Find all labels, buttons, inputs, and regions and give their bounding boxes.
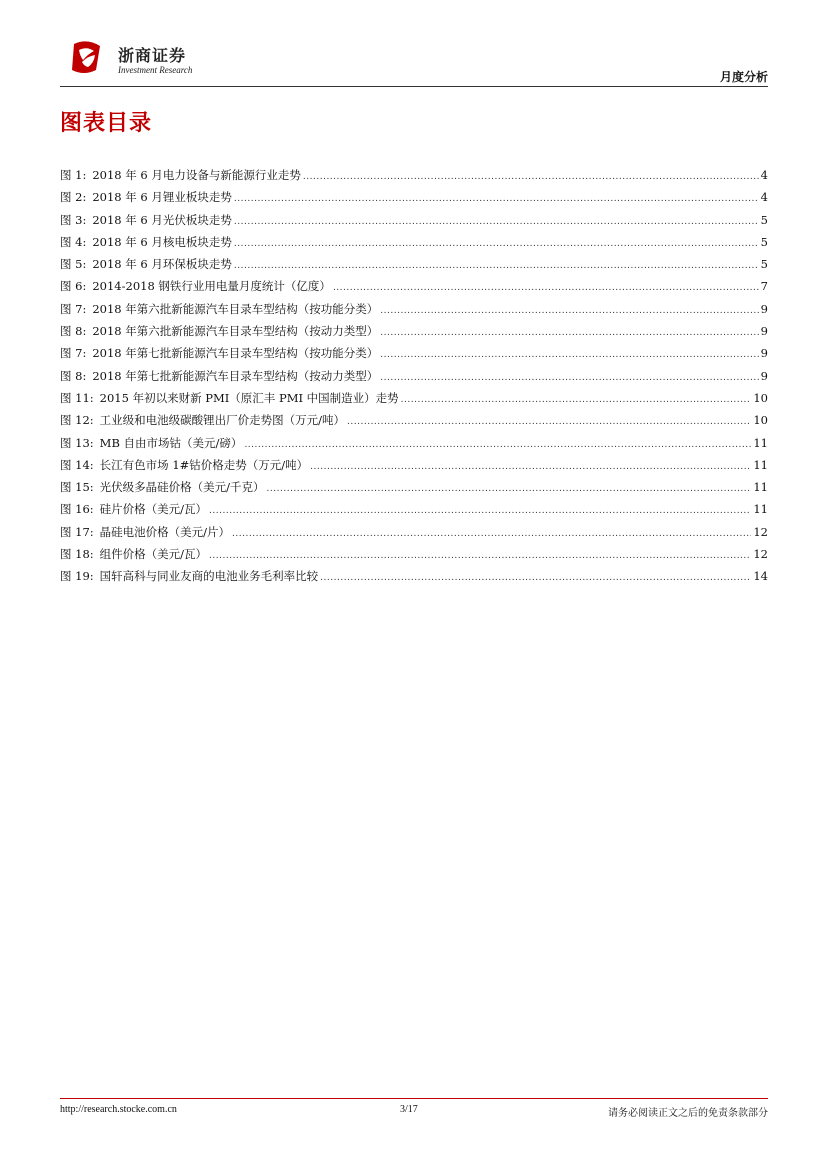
toc-entry-number: 图 19: (60, 569, 94, 584)
toc-entry-page: 12 (753, 547, 768, 562)
toc-entry-title: MB 自由市场钴（美元/磅） (99, 435, 243, 450)
toc-entry[interactable] (60, 476, 768, 498)
toc-entry-number: 图 4: (60, 234, 87, 249)
toc-entry-number: 图 12: (60, 413, 94, 428)
toc-entry-page: 5 (760, 257, 768, 272)
toc-entry-number: 图 18: (60, 547, 94, 562)
footer-url-link[interactable]: http://research.stocke.com.cn (60, 1104, 177, 1115)
dot-leader (232, 523, 751, 545)
toc-entry[interactable] (60, 543, 768, 565)
toc-entry-number: 图 11: (60, 390, 94, 405)
toc-entry[interactable] (60, 275, 768, 297)
toc-entry-page: 10 (753, 413, 768, 428)
report-type-label: 月度分析 (719, 70, 768, 84)
dot-leader (267, 478, 752, 500)
toc-entry-number: 图 15: (60, 480, 94, 495)
company-logo-icon (68, 40, 106, 76)
toc-entry-number: 图 17: (60, 524, 94, 539)
dot-leader (380, 300, 758, 322)
toc-entry[interactable] (60, 365, 768, 387)
toc-entry-page: 11 (753, 457, 768, 472)
toc-entry-number: 图 14: (60, 457, 94, 472)
toc-entry-page: 12 (753, 524, 768, 539)
toc-entry-title: 国轩高科与同业友商的电池业务毛利率比较 (99, 569, 319, 584)
dot-leader (380, 367, 758, 389)
toc-entry-number: 图 13: (60, 435, 94, 450)
toc-entry-title: 2018 年 6 月核电板块走势 (92, 234, 232, 249)
toc-entry-page: 11 (753, 435, 768, 450)
dot-leader (234, 233, 759, 255)
toc-entry-page: 11 (753, 502, 768, 517)
dot-leader (234, 255, 759, 277)
toc-entry-number: 图 7: (60, 346, 87, 361)
figure-list (60, 164, 768, 588)
dot-leader (303, 166, 759, 188)
footer-disclaimer: 请务必阅读正文之后的免责条款部分 (608, 1108, 768, 1119)
toc-entry[interactable] (60, 565, 768, 587)
page-number: 3/17 (400, 1104, 418, 1115)
toc-entry[interactable] (60, 209, 768, 231)
toc-entry[interactable] (60, 409, 768, 431)
toc-entry-page: 9 (760, 346, 768, 361)
toc-entry-title: 2018 年第六批新能源汽车目录车型结构（按功能分类） (92, 301, 379, 316)
toc-entry-title: 工业级和电池级碳酸锂出厂价走势图（万元/吨） (99, 413, 346, 428)
company-tagline: Investment Research (118, 65, 193, 75)
toc-entry[interactable] (60, 342, 768, 364)
toc-entry-title: 2018 年 6 月锂业板块走势 (92, 190, 232, 205)
toc-entry[interactable] (60, 253, 768, 275)
toc-entry-page: 7 (760, 279, 768, 294)
toc-entry-title: 长江有色市场 1#钴价格走势（万元/吨） (99, 457, 309, 472)
toc-entry[interactable] (60, 320, 768, 342)
toc-entry-title: 2018 年 6 月光伏板块走势 (92, 212, 232, 227)
toc-entry-page: 11 (753, 480, 768, 495)
dot-leader (209, 500, 751, 522)
toc-entry-title: 组件价格（美元/瓦） (99, 547, 208, 562)
toc-entry[interactable] (60, 454, 768, 476)
dot-leader (244, 434, 751, 456)
toc-entry[interactable] (60, 231, 768, 253)
toc-entry-title: 2018 年第六批新能源汽车目录车型结构（按动力类型） (92, 324, 379, 339)
dot-leader (234, 211, 759, 233)
toc-entry[interactable] (60, 164, 768, 186)
dot-leader (234, 188, 759, 210)
toc-entry-page: 5 (760, 234, 768, 249)
header-divider (60, 86, 768, 87)
toc-entry-title: 2018 年第七批新能源汽车目录车型结构（按功能分类） (92, 346, 379, 361)
toc-entry-page: 9 (760, 301, 768, 316)
toc-entry[interactable] (60, 387, 768, 409)
toc-entry-page: 5 (760, 212, 768, 227)
toc-entry-page: 9 (760, 324, 768, 339)
toc-entry[interactable] (60, 186, 768, 208)
toc-entry[interactable] (60, 298, 768, 320)
toc-entry-number: 图 5: (60, 257, 87, 272)
page-title: 图表目录 (60, 111, 153, 136)
toc-entry-title: 2018 年 6 月电力设备与新能源行业走势 (92, 168, 301, 182)
toc-entry[interactable] (60, 432, 768, 454)
toc-entry-page: 14 (753, 569, 768, 584)
toc-entry-number: 图 16: (60, 502, 94, 517)
toc-entry-title: 2015 年初以来财新 PMI（原汇丰 PMI 中国制造业）走势 (99, 390, 399, 405)
toc-entry-title: 2018 年第七批新能源汽车目录车型结构（按动力类型） (92, 368, 379, 383)
toc-entry-number: 图 8: (60, 368, 87, 383)
toc-entry-page: 10 (753, 390, 768, 405)
dot-leader (380, 344, 758, 366)
toc-entry-page: 9 (760, 368, 768, 383)
toc-entry-title: 晶硅电池价格（美元/片） (99, 524, 231, 539)
dot-leader (320, 567, 751, 589)
dot-leader (380, 322, 758, 344)
dot-leader (347, 411, 751, 433)
dot-leader (310, 456, 751, 478)
toc-entry-number: 图 3: (60, 212, 87, 227)
page-header (60, 38, 768, 88)
toc-entry-title: 硅片价格（美元/瓦） (99, 502, 208, 517)
toc-entry[interactable] (60, 521, 768, 543)
toc-entry-number: 图 7: (60, 301, 87, 316)
dot-leader (209, 545, 751, 567)
toc-entry-number: 图 1: (60, 168, 87, 182)
dot-leader (333, 277, 759, 299)
toc-entry-page: 4 (760, 190, 768, 205)
toc-entry-title: 2018 年 6 月环保板块走势 (92, 257, 232, 272)
dot-leader (401, 389, 752, 411)
toc-entry-number: 图 8: (60, 324, 87, 339)
toc-entry-page: 4 (760, 168, 768, 182)
toc-entry-title: 光伏级多晶硅价格（美元/千克） (99, 480, 265, 495)
toc-entry-title: 2014-2018 钢铁行业用电量月度统计（亿度） (92, 279, 331, 294)
toc-entry-number: 图 6: (60, 279, 87, 294)
company-name: 浙商证券 (118, 46, 187, 65)
footer-divider (60, 1098, 768, 1099)
toc-entry[interactable] (60, 498, 768, 520)
toc-entry-number: 图 2: (60, 190, 87, 205)
